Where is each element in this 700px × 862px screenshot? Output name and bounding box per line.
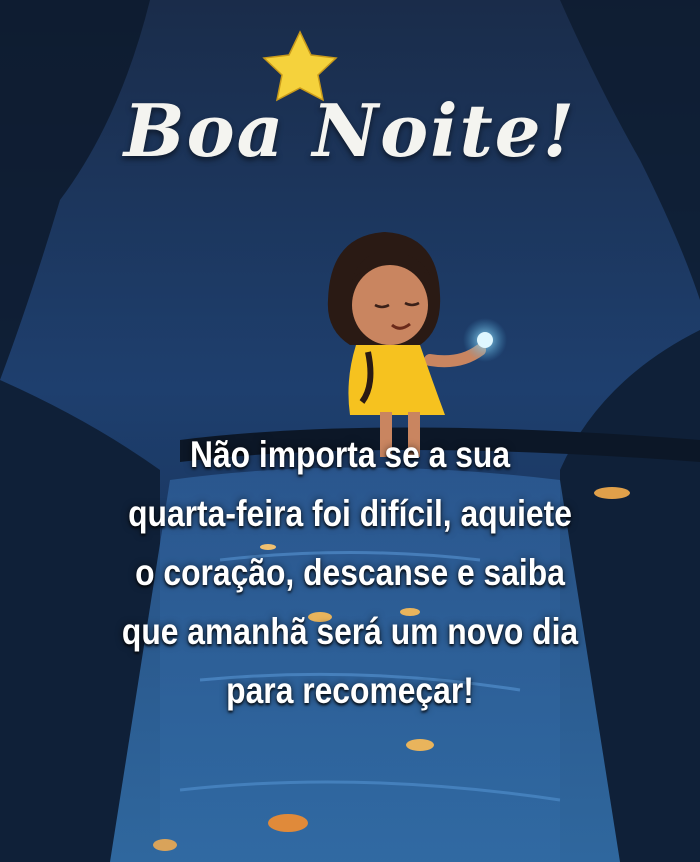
- message-line: para recomeçar!: [226, 670, 474, 711]
- message-line: que amanhã será um novo dia: [121, 611, 579, 652]
- message-line: o coração, descanse e saiba: [135, 552, 565, 593]
- lantern: [268, 814, 308, 832]
- message-text: [83, 425, 616, 720]
- lantern: [406, 739, 434, 751]
- message-line: quarta-feira foi difícil, aquiete: [128, 493, 572, 534]
- title: Boa Noite!: [123, 88, 577, 173]
- message-line: Não importa se a sua: [189, 434, 511, 475]
- lantern: [153, 839, 177, 851]
